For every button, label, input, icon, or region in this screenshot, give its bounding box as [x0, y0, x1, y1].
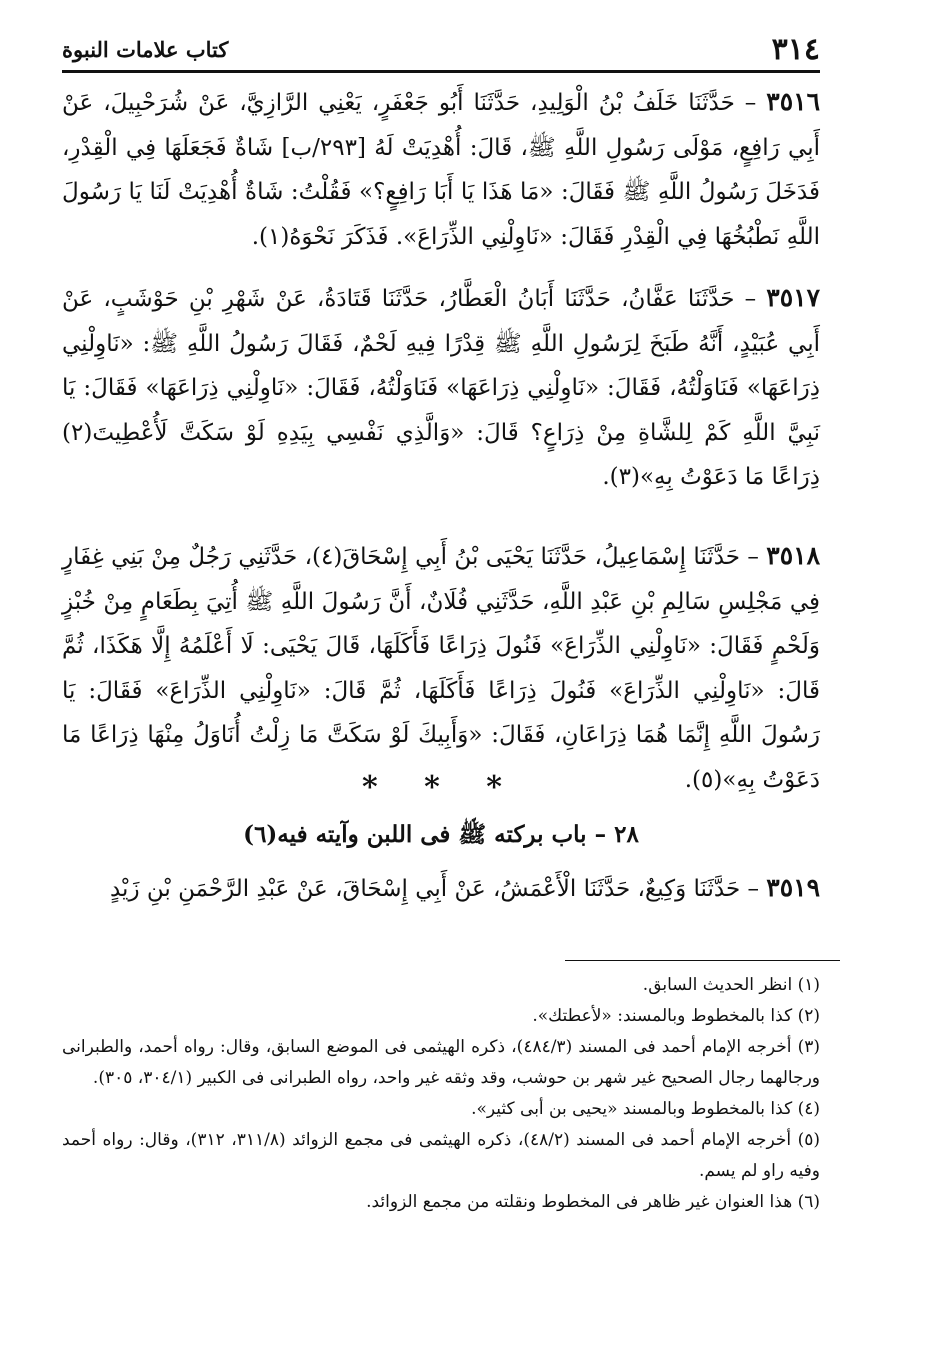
hadith-3518: [62, 534, 820, 793]
chapter-heading: ٢٨ – باب بركته ﷺ فى اللبن وآيته فيه(٦): [243, 821, 639, 848]
footnote-5: (٥) أخرجه الإمام أحمد فى المسند (٤٨/٢)، ذكره الهيثمى فى مجمع الزوائد (٣١١/٨، ٣١٢)، وقال: رواه أحمد وفيه راو لم يسم.: [62, 1130, 820, 1181]
hadith-number: ٣٥١٦: [766, 87, 820, 116]
hadith-text: – حَدَّثَنَا وَكِيعٌ، حَدَّثَنَا الْأَعْمَشُ، عَنْ أَبِي إِسْحَاقَ، عَنْ عَبْدِ الرَّحْمَنِ بْنِ زَيْدٍ: [109, 876, 759, 902]
page-number: ٣١٤: [771, 31, 820, 67]
section-separator: * * *: [362, 770, 520, 805]
hadith-number: ٣٥١٨: [766, 541, 820, 570]
book-title: كتاب علامات النبوة: [62, 36, 229, 62]
footnotes: [62, 970, 820, 1218]
hadith-text: – حَدَّثَنَا إِسْمَاعِيلُ، حَدَّثَنَا يَحْيَى بْنُ أَبِي إِسْحَاقَ(٤)، حَدَّثَنِي رَجُلٌ مِنْ بَنِي غِفَارٍ فِي مَجْلِسِ سَالِمِ بْنِ عَبْدِ اللَّهِ، حَدَّثَنِي فُلَانٌ، أَنَّ رَسُولَ اللَّهِ ﷺ أُتِيَ بِطَعَامٍ مِنْ خُبْزٍ وَلَحْمٍ فَقَالَ: «نَاوِلْنِي الذِّرَاعَ» فَنُولَ ذِرَاعًا فَأَكَلَهَا، قَالَ يَحْيَى: لَا أَعْلَمُهُ إِلَّا هَكَذَا، ثُمَّ قَالَ: «نَاوِلْنِي الذِّرَاعَ» فَنُولَ ذِرَاعًا فَأَكَلَهَا، ثُمَّ قَالَ: «نَاوِلْنِي الذِّرَاعَ» فَقَالَ: يَا رَسُولَ اللَّهِ إِنَّمَا هُمَا ذِرَاعَانِ، فَقَالَ: «وَأَبِيكَ لَوْ سَكَتَّ مَا زِلْتُ أُنَاوَلُ مِنْهَا ذِرَاعًا مَا دَعَوْتُ بِهِ»(٥).: [62, 544, 820, 793]
hadith-3517: [62, 276, 820, 518]
hadith-text: – حَدَّثَنَا عَفَّانُ، حَدَّثَنَا أَبَانُ الْعَطَّارُ، حَدَّثَنَا قَتَادَةُ، عَنْ شَهْرِ بْنِ حَوْشَبٍ، عَنْ أَبِي عُبَيْدٍ، أَنَّهُ طَبَخَ لِرَسُولِ اللَّهِ ﷺ قِدْرًا فِيهِ لَحْمٌ، فَقَالَ رَسُولُ اللَّهِ ﷺ: «نَاوِلْنِي ذِرَاعَهَا» فَنَاوَلْتُهُ، فَقَالَ: «نَاوِلْنِي ذِرَاعَهَا» فَنَاوَلْتُهُ، فَقَالَ: «نَاوِلْنِي ذِرَاعَهَا» فَقَالَ: يَا نَبِيَّ اللَّهِ كَمْ لِلشَّاةِ مِنْ ذِرَاعٍ؟ قَالَ: «وَالَّذِي نَفْسِي بِيَدِهِ لَوْ سَكَتَّ لَأُعْطِيتَ(٢) ذِرَاعًا مَا دَعَوْتُ بِهِ»(٣).: [62, 286, 820, 490]
footnote-3: (٣) أخرجه الإمام أحمد فى المسند (٤٨٤/٣)، ذكره الهيثمى فى الموضع السابق، وقال: رواه أحمد، والطبرانى ورجالهما رجال الصحيح غير شهر بن حوشب، وقد وثقه غير واحد، رواه الطبرانى فى الكبير (٣٠٤/١، ٣٠٥).: [62, 1037, 820, 1088]
hadith-number: ٣٥١٩: [766, 873, 820, 902]
main-text: [62, 80, 820, 914]
hadith-3516: [62, 80, 820, 262]
header-rule: [62, 70, 820, 73]
hadith-3519: [62, 866, 820, 914]
hadith-text: – حَدَّثَنَا خَلَفُ بْنُ الْوَلِيدِ، حَدَّثَنَا أَبُو جَعْفَرٍ، يَعْنِي الرَّازِيَّ، عَنْ شُرَحْبِيلَ، عَنْ أَبِي رَافِعٍ، مَوْلَى رَسُولِ اللَّهِ ﷺ، قَالَ: أُهْدِيَتْ لَهُ [٢٩٣/ب] شَاةٌ فَجَعَلَهَا فِي الْقِدْرِ، فَدَخَلَ رَسُولُ اللَّهِ ﷺ فَقَالَ: «مَا هَذَا يَا أَبَا رَافِعٍ؟» فَقُلْتُ: شَاةٌ أُهْدِيَتْ لَنَا يَا رَسُولَ اللَّهِ نَطْبُخُهَا فِي الْقِدْرِ فَقَالَ: «نَاوِلْنِي الذِّرَاعَ». فَذَكَرَ نَحْوَهُ(١).: [62, 90, 821, 250]
footnote-6: (٦) هذا العنوان غير ظاهر فى المخطوط ونقلته من مجمع الزوائد.: [366, 1192, 820, 1212]
running-header: [62, 28, 820, 70]
footnote-4: (٤) كذا بالمخطوط وبالمسند «يحيى بن أبى كثير».: [471, 1099, 820, 1119]
footnote-rule: [565, 960, 840, 961]
footnote-1: (١) انظر الحديث السابق.: [642, 975, 820, 995]
footnote-2: (٢) كذا بالمخطوط وبالمسند: «لأعطتك».: [532, 1006, 820, 1026]
hadith-number: ٣٥١٧: [766, 283, 820, 312]
